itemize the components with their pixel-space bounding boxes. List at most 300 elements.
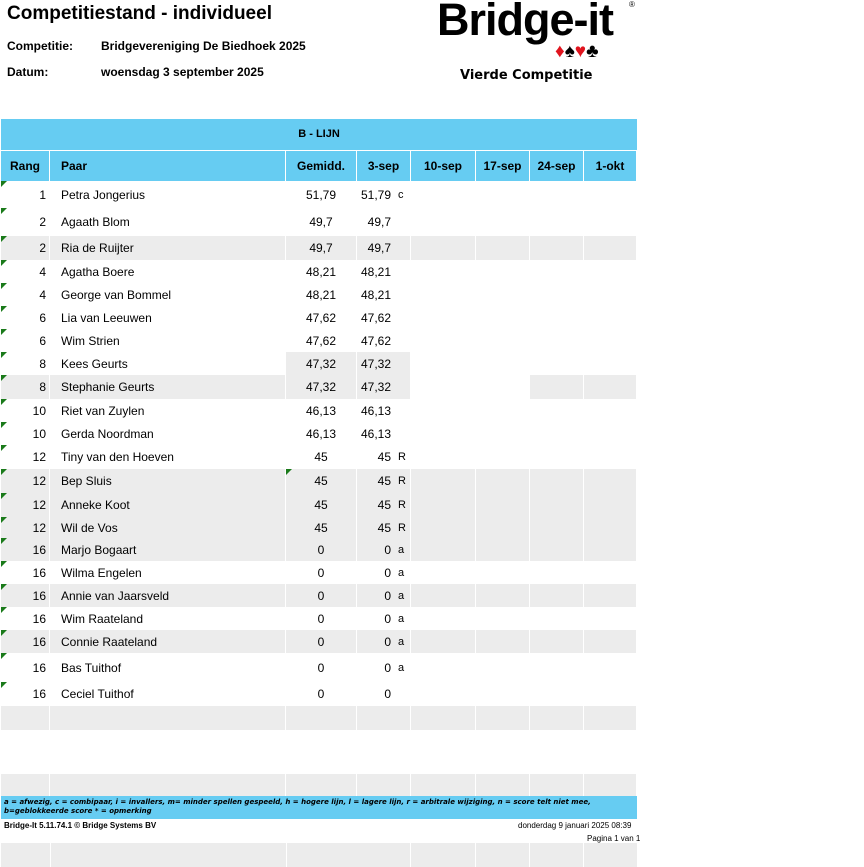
paar-cell bbox=[50, 329, 286, 352]
paar-cell bbox=[50, 352, 286, 375]
score-3sep-value: 0 bbox=[384, 588, 391, 603]
score-24sep-cell bbox=[530, 399, 584, 422]
rang-value: 2 bbox=[39, 241, 46, 255]
score-10sep-cell bbox=[411, 561, 476, 584]
gemidd-value: 51,79 bbox=[305, 187, 337, 202]
score-17sep-cell bbox=[476, 352, 530, 375]
score-17sep-cell bbox=[476, 584, 530, 607]
table-row bbox=[1, 283, 637, 306]
datum-label: Datum: bbox=[7, 65, 49, 79]
score-17sep-cell bbox=[476, 329, 530, 352]
gemidd-cell bbox=[286, 306, 357, 329]
score-3sep-value: 49,7 bbox=[367, 215, 391, 229]
gemidd-value: 0 bbox=[317, 634, 325, 649]
score-24sep-cell bbox=[530, 607, 584, 630]
competitie-value: Bridgevereniging De Biedhoek 2025 bbox=[101, 39, 306, 53]
empty-rows bbox=[1, 706, 637, 797]
score-10sep-cell bbox=[411, 375, 476, 399]
software-version: Bridge-It 5.11.74.1 © Bridge Systems BV bbox=[4, 821, 157, 830]
rang-value: 10 bbox=[32, 403, 46, 418]
table-row bbox=[1, 399, 637, 422]
score-24sep-cell bbox=[530, 422, 584, 445]
club-icon: ♣ bbox=[586, 41, 599, 62]
score-24sep-cell bbox=[530, 493, 584, 517]
table-row bbox=[1, 181, 637, 208]
score-3sep-cell bbox=[357, 422, 411, 445]
score-code: R bbox=[398, 451, 406, 463]
paar-value: Petra Jongerius bbox=[61, 187, 146, 202]
score-10sep-cell bbox=[411, 181, 476, 208]
score-1okt-cell bbox=[584, 445, 637, 469]
comment-marker-icon bbox=[1, 260, 7, 266]
score-1okt-cell bbox=[584, 469, 637, 493]
score-3sep-value: 45 bbox=[377, 498, 391, 512]
gemidd-value: 45 bbox=[314, 498, 328, 512]
score-1okt-cell bbox=[584, 181, 637, 208]
score-17sep-cell bbox=[476, 493, 530, 517]
col-1okt: 1-okt bbox=[584, 151, 637, 181]
comment-marker-icon bbox=[1, 538, 7, 544]
score-code: a bbox=[398, 612, 405, 625]
col-24sep: 24-sep bbox=[530, 151, 584, 181]
score-10sep-cell bbox=[411, 208, 476, 236]
score-1okt-cell bbox=[584, 329, 637, 352]
score-3sep-value: 0 bbox=[384, 660, 391, 675]
paar-value: Wim Raateland bbox=[61, 611, 144, 626]
rang-value: 6 bbox=[39, 333, 46, 348]
rang-cell bbox=[1, 538, 50, 561]
paar-value: Gerda Noordman bbox=[61, 426, 154, 441]
paar-cell bbox=[50, 236, 286, 260]
paar-value: Connie Raateland bbox=[61, 634, 158, 649]
score-10sep-cell bbox=[411, 517, 476, 538]
table-row bbox=[1, 306, 637, 329]
score-10sep-cell bbox=[411, 653, 476, 682]
paar-value: Kees Geurts bbox=[61, 356, 128, 371]
rang-value: 16 bbox=[32, 634, 46, 649]
score-3sep-value: 51,79 bbox=[360, 187, 391, 202]
comment-marker-icon bbox=[1, 352, 7, 358]
gemidd-cell bbox=[286, 682, 357, 706]
score-10sep-cell bbox=[411, 422, 476, 445]
table-row bbox=[1, 375, 637, 399]
score-3sep-cell bbox=[357, 236, 411, 260]
rang-value: 12 bbox=[32, 520, 46, 535]
rang-cell bbox=[1, 517, 50, 538]
paar-cell bbox=[50, 630, 286, 653]
paar-value: Ceciel Tuithof bbox=[61, 687, 134, 701]
score-1okt-cell bbox=[584, 422, 637, 445]
paar-value: Wim Strien bbox=[61, 333, 120, 348]
gemidd-cell bbox=[286, 561, 357, 584]
score-24sep-cell bbox=[530, 236, 584, 260]
score-17sep-cell bbox=[476, 517, 530, 538]
table-row bbox=[1, 352, 637, 375]
score-1okt-cell bbox=[584, 236, 637, 260]
score-3sep-value: 47,62 bbox=[360, 310, 391, 325]
paar-value: Wil de Vos bbox=[61, 520, 118, 535]
score-10sep-cell bbox=[411, 630, 476, 653]
rang-value: 12 bbox=[32, 474, 46, 488]
rang-value: 8 bbox=[39, 380, 46, 394]
score-3sep-value: 46,13 bbox=[360, 403, 391, 418]
score-24sep-cell bbox=[530, 682, 584, 706]
gemidd-cell bbox=[286, 538, 357, 561]
score-3sep-value: 47,32 bbox=[360, 380, 391, 394]
score-10sep-cell bbox=[411, 236, 476, 260]
gemidd-cell bbox=[286, 584, 357, 607]
rang-value: 8 bbox=[39, 356, 46, 371]
standings-table bbox=[1, 119, 637, 797]
gemidd-value: 0 bbox=[317, 660, 325, 675]
paar-cell bbox=[50, 306, 286, 329]
score-code: R bbox=[398, 521, 406, 534]
score-1okt-cell bbox=[584, 538, 637, 561]
gemidd-cell bbox=[286, 375, 357, 399]
score-3sep-value: 0 bbox=[384, 611, 391, 626]
score-3sep-value: 46,13 bbox=[360, 426, 391, 441]
paar-value: Ria de Ruijter bbox=[61, 241, 134, 255]
comment-marker-icon bbox=[1, 375, 7, 381]
rang-value: 10 bbox=[32, 426, 46, 441]
score-17sep-cell bbox=[476, 653, 530, 682]
gemidd-cell bbox=[286, 445, 357, 469]
score-10sep-cell bbox=[411, 445, 476, 469]
paar-cell bbox=[50, 538, 286, 561]
table-row bbox=[1, 607, 637, 630]
competitie-label: Competitie: bbox=[7, 39, 73, 53]
gemidd-value: 0 bbox=[317, 542, 325, 557]
score-3sep-value: 0 bbox=[384, 634, 391, 649]
diamond-icon: ♦ bbox=[555, 41, 565, 62]
score-3sep-cell bbox=[357, 399, 411, 422]
score-3sep-cell bbox=[357, 260, 411, 283]
table-row bbox=[1, 630, 637, 653]
rang-cell bbox=[1, 682, 50, 706]
paar-value: George van Bommel bbox=[61, 287, 172, 302]
paar-cell bbox=[50, 375, 286, 399]
score-3sep-cell bbox=[357, 208, 411, 236]
rang-value: 12 bbox=[32, 450, 46, 464]
score-1okt-cell bbox=[584, 607, 637, 630]
paar-cell bbox=[50, 682, 286, 706]
gemidd-cell bbox=[286, 607, 357, 630]
comment-marker-icon bbox=[1, 584, 7, 590]
score-1okt-cell bbox=[584, 682, 637, 706]
score-24sep-cell bbox=[530, 445, 584, 469]
gemidd-value: 48,21 bbox=[305, 287, 337, 302]
gemidd-value: 0 bbox=[317, 611, 325, 626]
rang-value: 4 bbox=[39, 264, 46, 279]
gemidd-value: 47,32 bbox=[305, 356, 337, 371]
gemidd-value: 46,13 bbox=[305, 403, 337, 418]
gemidd-cell bbox=[286, 630, 357, 653]
score-3sep-cell bbox=[357, 283, 411, 306]
gemidd-value: 45 bbox=[314, 520, 328, 535]
gemidd-cell bbox=[286, 236, 357, 260]
score-17sep-cell bbox=[476, 260, 530, 283]
col-10sep: 10-sep bbox=[411, 151, 476, 181]
score-1okt-cell bbox=[584, 630, 637, 653]
comment-marker-icon bbox=[1, 306, 7, 312]
score-1okt-cell bbox=[584, 375, 637, 399]
comment-marker-icon bbox=[1, 630, 7, 636]
comment-marker-icon bbox=[1, 236, 7, 242]
score-1okt-cell bbox=[584, 517, 637, 538]
rang-value: 16 bbox=[32, 588, 46, 603]
paar-value: Agatha Boere bbox=[61, 264, 135, 279]
rang-cell bbox=[1, 630, 50, 653]
score-10sep-cell bbox=[411, 584, 476, 607]
paar-value: Bas Tuithof bbox=[61, 660, 122, 675]
paar-cell bbox=[50, 181, 286, 208]
comment-marker-icon bbox=[286, 469, 292, 475]
score-3sep-value: 47,62 bbox=[360, 333, 391, 348]
score-1okt-cell bbox=[584, 653, 637, 682]
score-17sep-cell bbox=[476, 630, 530, 653]
rang-value: 16 bbox=[32, 565, 46, 580]
comment-marker-icon bbox=[1, 469, 7, 475]
competition-subtitle: Vierde Competitie bbox=[460, 68, 593, 83]
score-24sep-cell bbox=[530, 653, 584, 682]
table-row bbox=[1, 653, 637, 682]
table-row bbox=[1, 329, 637, 352]
datum-value: woensdag 3 september 2025 bbox=[101, 65, 264, 79]
score-24sep-cell bbox=[530, 283, 584, 306]
rang-value: 12 bbox=[32, 498, 46, 512]
rang-cell bbox=[1, 208, 50, 236]
score-code: a bbox=[398, 589, 405, 602]
lijn-header: B - LIJN bbox=[1, 119, 637, 151]
score-24sep-cell bbox=[530, 306, 584, 329]
score-1okt-cell bbox=[584, 352, 637, 375]
paar-value: Annie van Jaarsveld bbox=[61, 588, 170, 603]
table-row bbox=[1, 538, 637, 561]
paar-cell bbox=[50, 422, 286, 445]
rang-cell bbox=[1, 422, 50, 445]
table-row bbox=[1, 561, 637, 584]
comment-marker-icon bbox=[1, 607, 7, 613]
rang-cell bbox=[1, 375, 50, 399]
gemidd-value: 48,21 bbox=[305, 264, 337, 279]
comment-marker-icon bbox=[1, 181, 7, 187]
score-17sep-cell bbox=[476, 682, 530, 706]
score-3sep-value: 47,32 bbox=[360, 356, 391, 371]
page-number: Pagina 1 van 1 bbox=[587, 834, 641, 843]
paar-value: Tiny van den Hoeven bbox=[61, 450, 174, 464]
paar-cell bbox=[50, 653, 286, 682]
comment-marker-icon bbox=[1, 445, 7, 451]
score-17sep-cell bbox=[476, 422, 530, 445]
rang-cell bbox=[1, 329, 50, 352]
score-10sep-cell bbox=[411, 607, 476, 630]
comment-marker-icon bbox=[1, 493, 7, 499]
score-24sep-cell bbox=[530, 584, 584, 607]
score-17sep-cell bbox=[476, 283, 530, 306]
gemidd-cell bbox=[286, 517, 357, 538]
score-10sep-cell bbox=[411, 283, 476, 306]
rang-cell bbox=[1, 352, 50, 375]
rang-cell bbox=[1, 283, 50, 306]
paar-value: Stephanie Geurts bbox=[61, 380, 155, 394]
paar-cell bbox=[50, 493, 286, 517]
rang-value: 6 bbox=[39, 310, 46, 325]
score-24sep-cell bbox=[530, 375, 584, 399]
gemidd-cell bbox=[286, 653, 357, 682]
standings-rows bbox=[1, 181, 637, 706]
page-title: Competitiestand - individueel bbox=[7, 3, 272, 24]
gemidd-cell bbox=[286, 283, 357, 306]
table-row bbox=[1, 445, 637, 469]
comment-marker-icon bbox=[1, 517, 7, 523]
rang-cell bbox=[1, 584, 50, 607]
table-row bbox=[1, 469, 637, 493]
paar-value: Lia van Leeuwen bbox=[61, 310, 152, 325]
rang-cell bbox=[1, 561, 50, 584]
rang-value: 1 bbox=[39, 187, 46, 202]
gemidd-value: 0 bbox=[317, 565, 325, 580]
score-17sep-cell bbox=[476, 561, 530, 584]
card-suits-icon bbox=[555, 42, 599, 61]
comment-marker-icon bbox=[1, 653, 7, 659]
table-row bbox=[1, 584, 637, 607]
score-10sep-cell bbox=[411, 469, 476, 493]
rang-cell bbox=[1, 493, 50, 517]
score-code: a bbox=[398, 635, 405, 648]
comment-marker-icon bbox=[1, 208, 7, 214]
score-24sep-cell bbox=[530, 538, 584, 561]
score-24sep-cell bbox=[530, 517, 584, 538]
comment-marker-icon bbox=[1, 329, 7, 335]
gemidd-value: 47,62 bbox=[305, 333, 337, 348]
print-date: donderdag 9 januari 2025 08:39 bbox=[518, 821, 632, 830]
rang-cell bbox=[1, 260, 50, 283]
gemidd-cell bbox=[286, 469, 357, 493]
score-10sep-cell bbox=[411, 329, 476, 352]
paar-cell bbox=[50, 584, 286, 607]
col-17sep: 17-sep bbox=[476, 151, 530, 181]
rang-value: 16 bbox=[32, 611, 46, 626]
score-3sep-value: 45 bbox=[377, 450, 391, 464]
score-10sep-cell bbox=[411, 493, 476, 517]
gemidd-value: 45 bbox=[314, 474, 328, 488]
score-3sep-value: 49,7 bbox=[367, 241, 391, 255]
registered-mark: ® bbox=[629, 0, 635, 9]
logo-text: Bridge-it bbox=[437, 0, 613, 45]
paar-cell bbox=[50, 399, 286, 422]
rang-value: 2 bbox=[39, 215, 46, 229]
score-10sep-cell bbox=[411, 538, 476, 561]
gemidd-cell bbox=[286, 208, 357, 236]
gemidd-value: 45 bbox=[314, 450, 328, 464]
score-24sep-cell bbox=[530, 630, 584, 653]
rang-cell bbox=[1, 306, 50, 329]
gemidd-cell bbox=[286, 493, 357, 517]
score-3sep-value: 0 bbox=[384, 565, 391, 580]
rang-value: 16 bbox=[32, 542, 46, 557]
legend-bar: a = afwezig, c = combipaar, i = invallers, m= minder spellen gespeeld, h = hogere lijn, l = lagere lijn, r = arbitrale wijziging, n = score telt niet mee, b=geblokkeerde score * = opmerking bbox=[1, 796, 637, 819]
comment-marker-icon bbox=[1, 283, 7, 289]
col-paar: Paar bbox=[50, 151, 286, 181]
rang-cell bbox=[1, 445, 50, 469]
gemidd-cell bbox=[286, 422, 357, 445]
score-17sep-cell bbox=[476, 399, 530, 422]
table-row bbox=[1, 422, 637, 445]
gemidd-cell bbox=[286, 352, 357, 375]
table-row bbox=[1, 682, 637, 706]
gemidd-value: 49,7 bbox=[309, 241, 333, 255]
comment-marker-icon bbox=[1, 561, 7, 567]
score-17sep-cell bbox=[476, 208, 530, 236]
gemidd-cell bbox=[286, 329, 357, 352]
paar-cell bbox=[50, 445, 286, 469]
gemidd-value: 46,13 bbox=[305, 426, 337, 441]
score-24sep-cell bbox=[530, 469, 584, 493]
column-header-row bbox=[1, 151, 637, 181]
paar-cell bbox=[50, 561, 286, 584]
comment-marker-icon bbox=[1, 399, 7, 405]
score-1okt-cell bbox=[584, 306, 637, 329]
score-24sep-cell bbox=[530, 352, 584, 375]
paar-value: Marjo Bogaart bbox=[61, 542, 137, 557]
score-1okt-cell bbox=[584, 584, 637, 607]
table-row bbox=[1, 517, 637, 538]
paar-cell bbox=[50, 517, 286, 538]
gemidd-cell bbox=[286, 181, 357, 208]
score-24sep-cell bbox=[530, 329, 584, 352]
score-10sep-cell bbox=[411, 306, 476, 329]
score-3sep-value: 0 bbox=[384, 542, 391, 557]
score-10sep-cell bbox=[411, 352, 476, 375]
rang-cell bbox=[1, 607, 50, 630]
score-24sep-cell bbox=[530, 260, 584, 283]
score-1okt-cell bbox=[584, 399, 637, 422]
gemidd-value: 47,32 bbox=[305, 380, 337, 394]
score-3sep-cell bbox=[357, 352, 411, 375]
score-code: a bbox=[398, 661, 405, 674]
table-row bbox=[1, 493, 637, 517]
score-1okt-cell bbox=[584, 283, 637, 306]
rang-cell bbox=[1, 653, 50, 682]
score-3sep-value: 48,21 bbox=[360, 264, 391, 279]
score-17sep-cell bbox=[476, 538, 530, 561]
rang-value: 16 bbox=[32, 687, 46, 701]
rang-cell bbox=[1, 236, 50, 260]
gemidd-cell bbox=[286, 399, 357, 422]
score-code: a bbox=[398, 543, 405, 556]
paar-cell bbox=[50, 469, 286, 493]
score-17sep-cell bbox=[476, 236, 530, 260]
paar-value: Wilma Engelen bbox=[61, 565, 142, 580]
score-3sep-cell bbox=[357, 375, 411, 399]
gemidd-value: 47,62 bbox=[305, 310, 337, 325]
gemidd-value: 49,7 bbox=[309, 215, 333, 229]
table-row bbox=[1, 236, 637, 260]
col-rang: Rang bbox=[1, 151, 50, 181]
table-row bbox=[1, 260, 637, 283]
paar-value: Riet van Zuylen bbox=[61, 403, 145, 418]
paar-cell bbox=[50, 283, 286, 306]
score-24sep-cell bbox=[530, 208, 584, 236]
table-row bbox=[1, 208, 637, 236]
score-3sep-value: 45 bbox=[377, 474, 391, 488]
paar-value: Bep Sluis bbox=[61, 474, 112, 488]
score-17sep-cell bbox=[476, 306, 530, 329]
score-10sep-cell bbox=[411, 260, 476, 283]
score-1okt-cell bbox=[584, 493, 637, 517]
score-10sep-cell bbox=[411, 682, 476, 706]
score-3sep-cell bbox=[357, 306, 411, 329]
